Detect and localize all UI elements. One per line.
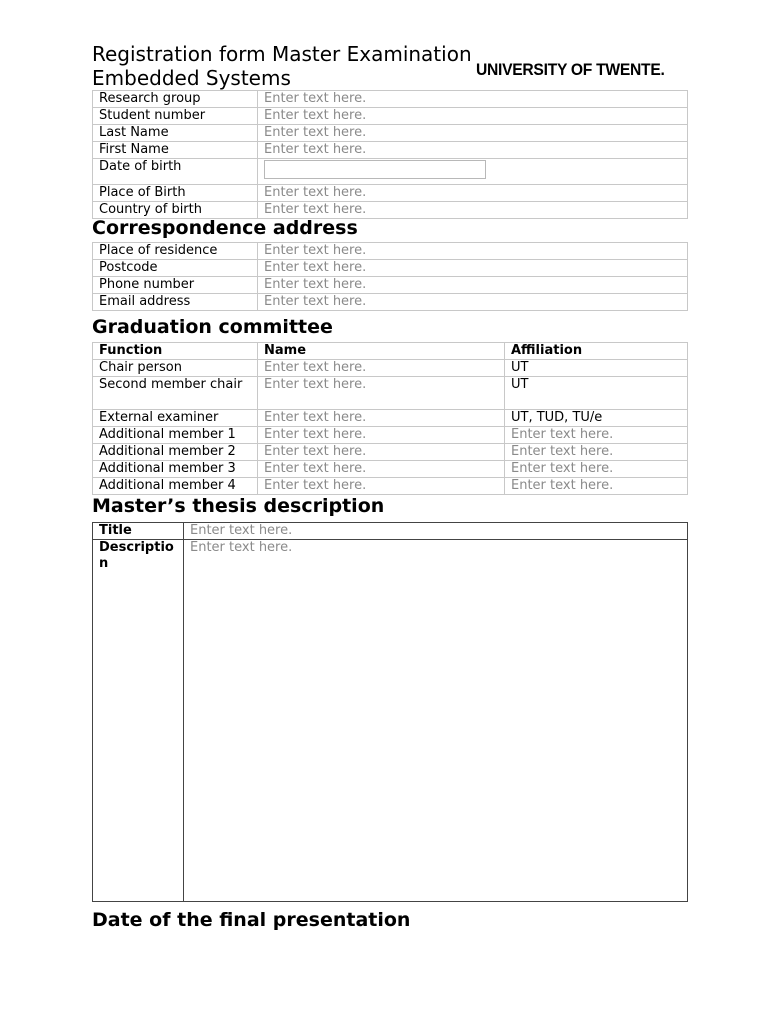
table-row xyxy=(93,360,688,377)
table-row xyxy=(93,91,688,108)
table-row xyxy=(93,108,688,125)
committee-function: Additional member 3 xyxy=(93,461,258,478)
label-email-address: Email address xyxy=(93,294,258,311)
thesis-description-field[interactable]: Enter text here. xyxy=(184,540,688,902)
student-number-field[interactable]: Enter text here. xyxy=(258,108,688,125)
correspondence-table xyxy=(92,242,688,311)
committee-function: Additional member 4 xyxy=(93,478,258,495)
final-presentation-heading: Date of the final presentation xyxy=(92,909,411,931)
form-title-line2: Embedded Systems xyxy=(92,66,291,90)
table-row xyxy=(93,159,688,185)
table-row xyxy=(93,202,688,219)
first-name-field[interactable]: Enter text here. xyxy=(258,142,688,159)
committee-affiliation-field[interactable]: Enter text here. xyxy=(505,427,688,444)
committee-affiliation-field[interactable]: Enter text here. xyxy=(505,444,688,461)
thesis-table xyxy=(92,522,688,902)
label-phone-number: Phone number xyxy=(93,277,258,294)
committee-name-field[interactable]: Enter text here. xyxy=(258,427,505,444)
committee-function: Chair person xyxy=(93,360,258,377)
thesis-title-field[interactable]: Enter text here. xyxy=(184,523,688,540)
table-row xyxy=(93,185,688,202)
thesis-title-label: Title xyxy=(93,523,184,540)
committee-table xyxy=(92,342,688,495)
committee-heading: Graduation committee xyxy=(92,316,333,338)
email-address-field[interactable]: Enter text here. xyxy=(258,294,688,311)
committee-affiliation: UT, TUD, TU/e xyxy=(505,410,688,427)
label-postcode: Postcode xyxy=(93,260,258,277)
table-row xyxy=(93,377,688,410)
committee-affiliation: UT xyxy=(505,360,688,377)
form-title xyxy=(92,42,472,90)
table-row xyxy=(93,260,688,277)
label-date-of-birth: Date of birth xyxy=(93,159,258,185)
personal-details-table xyxy=(92,90,688,219)
date-of-birth-field[interactable] xyxy=(264,160,486,179)
place-of-residence-field[interactable]: Enter text here. xyxy=(258,243,688,260)
committee-name-field[interactable]: Enter text here. xyxy=(258,410,505,427)
table-row xyxy=(93,444,688,461)
committee-affiliation-field[interactable]: Enter text here. xyxy=(505,478,688,495)
committee-name-field[interactable]: Enter text here. xyxy=(258,377,505,410)
postcode-field[interactable]: Enter text here. xyxy=(258,260,688,277)
label-student-number: Student number xyxy=(93,108,258,125)
country-of-birth-field[interactable]: Enter text here. xyxy=(258,202,688,219)
table-row xyxy=(93,540,688,902)
committee-function: Second member chair xyxy=(93,377,258,410)
place-of-birth-field[interactable]: Enter text here. xyxy=(258,185,688,202)
table-row xyxy=(93,461,688,478)
committee-name-field[interactable]: Enter text here. xyxy=(258,461,505,478)
table-row xyxy=(93,478,688,495)
correspondence-heading: Correspondence address xyxy=(92,217,358,239)
committee-function: Additional member 2 xyxy=(93,444,258,461)
research-group-field[interactable]: Enter text here. xyxy=(258,91,688,108)
label-place-of-residence: Place of residence xyxy=(93,243,258,260)
column-header-name: Name xyxy=(258,343,505,360)
committee-name-field[interactable]: Enter text here. xyxy=(258,360,505,377)
university-logo: UNIVERSITY OF TWENTE. xyxy=(476,60,665,79)
committee-affiliation: UT xyxy=(505,377,688,410)
column-header-function: Function xyxy=(93,343,258,360)
committee-affiliation-field[interactable]: Enter text here. xyxy=(505,461,688,478)
committee-function: External examiner xyxy=(93,410,258,427)
label-first-name: First Name xyxy=(93,142,258,159)
table-row xyxy=(93,243,688,260)
label-last-name: Last Name xyxy=(93,125,258,142)
committee-name-field[interactable]: Enter text here. xyxy=(258,478,505,495)
thesis-heading: Master’s thesis description xyxy=(92,495,385,517)
form-title-line1: Registration form Master Examination xyxy=(92,42,472,66)
table-header-row xyxy=(93,343,688,360)
table-row xyxy=(93,427,688,444)
table-row xyxy=(93,410,688,427)
thesis-description-label: Description xyxy=(93,540,184,902)
last-name-field[interactable]: Enter text here. xyxy=(258,125,688,142)
table-row xyxy=(93,523,688,540)
table-row xyxy=(93,142,688,159)
table-row xyxy=(93,277,688,294)
phone-number-field[interactable]: Enter text here. xyxy=(258,277,688,294)
label-country-of-birth: Country of birth xyxy=(93,202,258,219)
committee-function: Additional member 1 xyxy=(93,427,258,444)
label-place-of-birth: Place of Birth xyxy=(93,185,258,202)
table-row xyxy=(93,125,688,142)
date-of-birth-cell xyxy=(258,159,688,185)
table-row xyxy=(93,294,688,311)
column-header-affiliation: Affiliation xyxy=(505,343,688,360)
committee-name-field[interactable]: Enter text here. xyxy=(258,444,505,461)
label-research-group: Research group xyxy=(93,91,258,108)
